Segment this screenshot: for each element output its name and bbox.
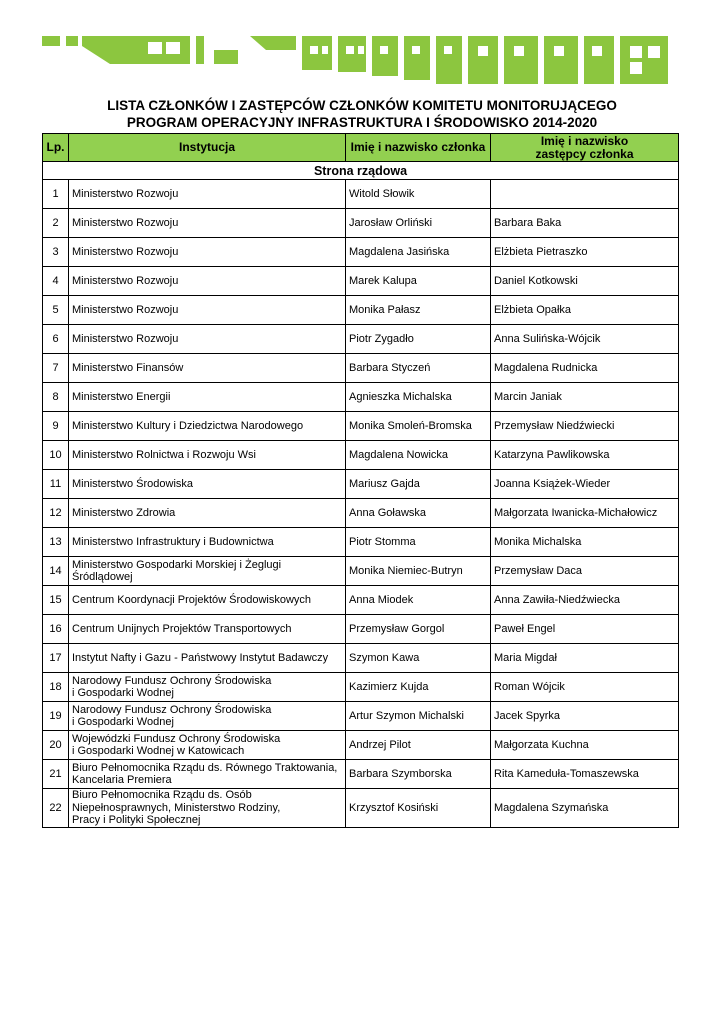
section-row — [43, 162, 679, 180]
cell-institution: Ministerstwo Rozwoju — [69, 209, 346, 238]
cell-institution: Biuro Pełnomocnika Rządu ds. Równego Traktowania, Kancelaria Premiera — [69, 760, 346, 789]
cell-lp: 5 — [43, 296, 69, 325]
cell-institution: Ministerstwo Zdrowia — [69, 499, 346, 528]
cell-lp: 22 — [43, 789, 69, 828]
cell-lp: 14 — [43, 557, 69, 586]
table-row — [43, 644, 679, 673]
cell-deputy — [491, 180, 679, 209]
table-row — [43, 296, 679, 325]
table-row — [43, 180, 679, 209]
cell-member: Mariusz Gajda — [346, 470, 491, 499]
cell-deputy: Anna Sulińska-Wójcik — [491, 325, 679, 354]
cell-deputy: Elżbieta Pietraszko — [491, 238, 679, 267]
cell-lp: 15 — [43, 586, 69, 615]
cell-member: Monika Pałasz — [346, 296, 491, 325]
cell-lp: 6 — [43, 325, 69, 354]
banner-bars — [42, 36, 668, 84]
cell-lp: 21 — [43, 760, 69, 789]
cell-institution: Ministerstwo Rozwoju — [69, 238, 346, 267]
table-row — [43, 354, 679, 383]
cell-member: Artur Szymon Michalski — [346, 702, 491, 731]
cell-deputy: Elżbieta Opałka — [491, 296, 679, 325]
cell-member: Anna Goławska — [346, 499, 491, 528]
cell-institution: Ministerstwo Energii — [69, 383, 346, 412]
cell-institution: Ministerstwo Rozwoju — [69, 296, 346, 325]
table-row — [43, 673, 679, 702]
cell-deputy: Daniel Kotkowski — [491, 267, 679, 296]
table-row — [43, 528, 679, 557]
column-header-member: Imię i nazwisko członka — [346, 134, 491, 162]
cell-lp: 12 — [43, 499, 69, 528]
cell-deputy: Katarzyna Pawlikowska — [491, 441, 679, 470]
cell-member: Barbara Szymborska — [346, 760, 491, 789]
table-row — [43, 441, 679, 470]
table-header-row — [43, 134, 679, 162]
cell-deputy: Roman Wójcik — [491, 673, 679, 702]
cell-lp: 13 — [43, 528, 69, 557]
cell-lp: 1 — [43, 180, 69, 209]
cell-member: Jarosław Orliński — [346, 209, 491, 238]
cell-institution: Narodowy Fundusz Ochrony Środowiska i Gospodarki Wodnej — [69, 673, 346, 702]
table-row — [43, 267, 679, 296]
cell-institution: Ministerstwo Rozwoju — [69, 325, 346, 354]
cell-member: Przemysław Gorgol — [346, 615, 491, 644]
table-row — [43, 760, 679, 789]
cell-member: Agnieszka Michalska — [346, 383, 491, 412]
cell-institution: Biuro Pełnomocnika Rządu ds. Osób Niepełnosprawnych, Ministerstwo Rodziny, Pracy i Polityki Społecznej — [69, 789, 346, 828]
cell-institution: Narodowy Fundusz Ochrony Środowiska i Gospodarki Wodnej — [69, 702, 346, 731]
cell-lp: 18 — [43, 673, 69, 702]
cell-member: Witold Słowik — [346, 180, 491, 209]
cell-deputy: Paweł Engel — [491, 615, 679, 644]
cell-institution: Centrum Koordynacji Projektów Środowiskowych — [69, 586, 346, 615]
cell-deputy: Przemysław Niedźwiecki — [491, 412, 679, 441]
cell-deputy: Maria Migdał — [491, 644, 679, 673]
cell-deputy: Monika Michalska — [491, 528, 679, 557]
cell-institution: Ministerstwo Środowiska — [69, 470, 346, 499]
cell-lp: 2 — [43, 209, 69, 238]
table-row — [43, 209, 679, 238]
table-row — [43, 499, 679, 528]
cell-lp: 20 — [43, 731, 69, 760]
cell-institution: Ministerstwo Finansów — [69, 354, 346, 383]
cell-institution: Ministerstwo Rolnictwa i Rozwoju Wsi — [69, 441, 346, 470]
cell-member: Szymon Kawa — [346, 644, 491, 673]
cell-deputy: Joanna Książek-Wieder — [491, 470, 679, 499]
document-title-line-1: LISTA CZŁONKÓW I ZASTĘPCÓW CZŁONKÓW KOMITETU MONITORUJĄCEGO — [107, 98, 617, 113]
cell-lp: 3 — [43, 238, 69, 267]
cell-member: Magdalena Nowicka — [346, 441, 491, 470]
cell-institution: Instytut Nafty i Gazu - Państwowy Instytut Badawczy — [69, 644, 346, 673]
cell-lp: 4 — [43, 267, 69, 296]
cell-institution: Centrum Unijnych Projektów Transportowych — [69, 615, 346, 644]
cell-lp: 17 — [43, 644, 69, 673]
cell-member: Piotr Stomma — [346, 528, 491, 557]
column-header-institution: Instytucja — [69, 134, 346, 162]
cell-deputy: Jacek Spyrka — [491, 702, 679, 731]
cell-member: Magdalena Jasińska — [346, 238, 491, 267]
members-table — [42, 133, 679, 828]
cell-deputy: Barbara Baka — [491, 209, 679, 238]
cell-lp: 9 — [43, 412, 69, 441]
cell-member: Monika Niemiec-Butryn — [346, 557, 491, 586]
cell-institution: Ministerstwo Kultury i Dziedzictwa Narodowego — [69, 412, 346, 441]
cell-deputy: Przemysław Daca — [491, 557, 679, 586]
cell-institution: Ministerstwo Infrastruktury i Budownictwa — [69, 528, 346, 557]
cell-member: Piotr Zygadło — [346, 325, 491, 354]
table-row — [43, 731, 679, 760]
cell-member: Anna Miodek — [346, 586, 491, 615]
cell-lp: 8 — [43, 383, 69, 412]
table-row — [43, 586, 679, 615]
table-row — [43, 383, 679, 412]
cell-deputy: Małgorzata Iwanicka-Michałowicz — [491, 499, 679, 528]
cell-member: Marek Kalupa — [346, 267, 491, 296]
cell-member: Krzysztof Kosiński — [346, 789, 491, 828]
cell-member: Monika Smoleń-Bromska — [346, 412, 491, 441]
cell-institution: Ministerstwo Rozwoju — [69, 267, 346, 296]
document-title-line-2: PROGRAM OPERACYJNY INFRASTRUKTURA I ŚRODOWISKO 2014-2020 — [126, 115, 598, 130]
cell-lp: 19 — [43, 702, 69, 731]
table-row — [43, 789, 679, 828]
column-header-lp: Lp. — [43, 134, 69, 162]
section-label: Strona rządowa — [43, 162, 679, 180]
table-row — [43, 615, 679, 644]
column-header-deputy: Imię i nazwisko zastępcy członka — [491, 134, 679, 162]
cell-deputy: Magdalena Szymańska — [491, 789, 679, 828]
cell-deputy: Małgorzata Kuchna — [491, 731, 679, 760]
table-row — [43, 325, 679, 354]
table-row — [43, 702, 679, 731]
cell-lp: 16 — [43, 615, 69, 644]
cell-lp: 11 — [43, 470, 69, 499]
table-row — [43, 557, 679, 586]
cell-member: Kazimierz Kujda — [346, 673, 491, 702]
cell-member: Barbara Styczeń — [346, 354, 491, 383]
cell-deputy: Anna Zawiła-Niedźwiecka — [491, 586, 679, 615]
cell-deputy: Magdalena Rudnicka — [491, 354, 679, 383]
table-row — [43, 238, 679, 267]
cell-deputy: Marcin Janiak — [491, 383, 679, 412]
table-row — [43, 470, 679, 499]
cell-deputy: Rita Kameduła-Tomaszewska — [491, 760, 679, 789]
cell-lp: 7 — [43, 354, 69, 383]
cell-member: Andrzej Pilot — [346, 731, 491, 760]
cell-institution: Wojewódzki Fundusz Ochrony Środowiska i Gospodarki Wodnej w Katowicach — [69, 731, 346, 760]
cell-institution: Ministerstwo Rozwoju — [69, 180, 346, 209]
cell-institution: Ministerstwo Gospodarki Morskiej i Żeglugi Śródlądowej — [69, 557, 346, 586]
cell-lp: 10 — [43, 441, 69, 470]
header-banner-graphic — [0, 0, 724, 90]
table-row — [43, 412, 679, 441]
